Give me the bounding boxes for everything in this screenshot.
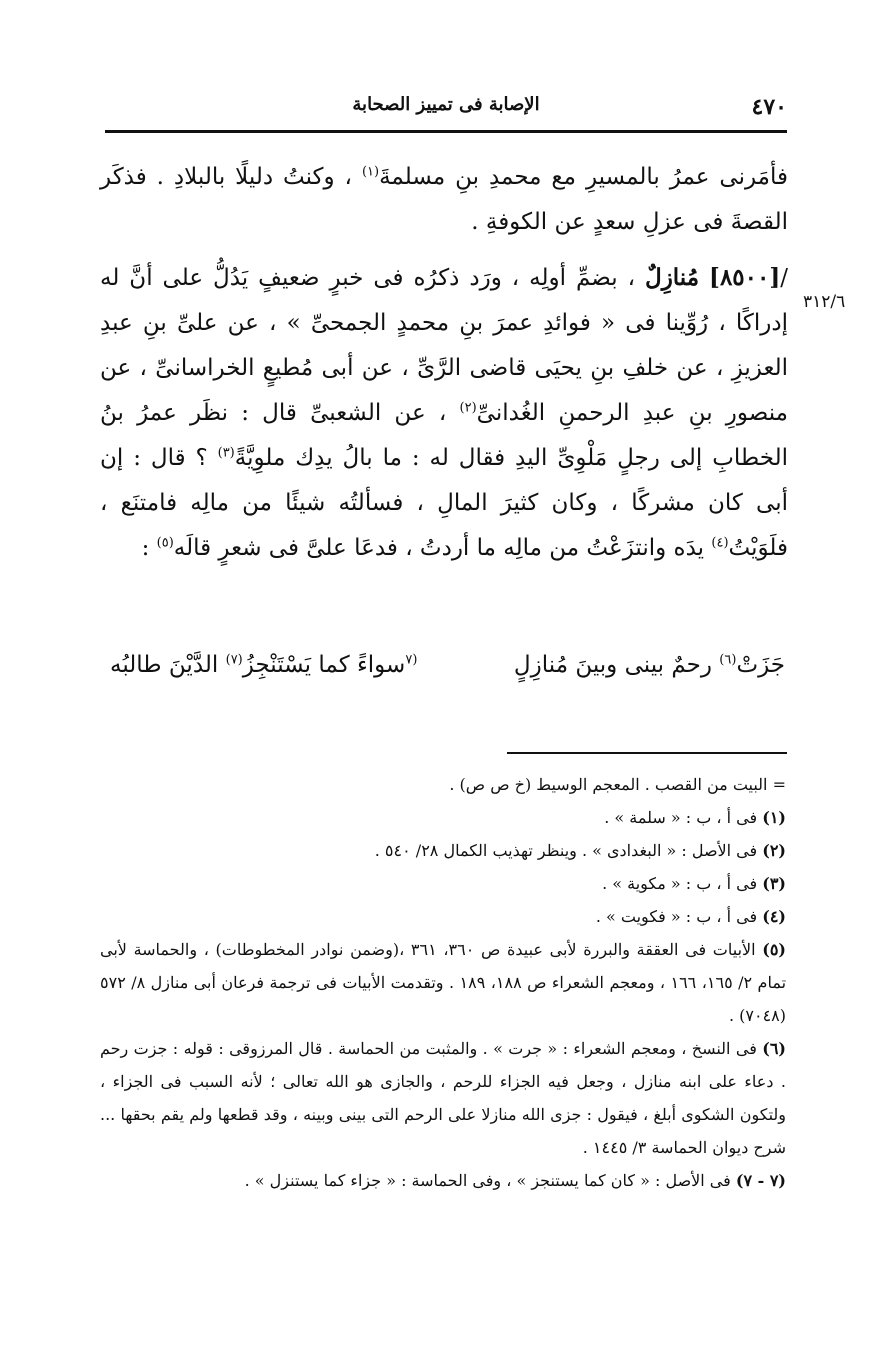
entry-text-b: ، عن الشعبىِّ قال : نظَر عمرُ بنُ الخطابِ إلى رجلٍ مَلْوِىِّ اليدِ فقال له : ما بالُ يدِك ملوِيَّةً	[100, 400, 788, 471]
footnote-2	[100, 834, 786, 867]
main-text	[100, 155, 788, 571]
margin-reference: ٣١٢/٦	[803, 292, 846, 312]
footnotes	[100, 768, 786, 1197]
verse-hemistich-1	[514, 652, 785, 678]
paragraph-1-text-cont: ، وكنتُ دليلًا بالبلادِ . فذكَر القصةَ فى عزلِ سعدٍ عن الكوفةِ .	[100, 164, 788, 235]
footnote-5	[100, 933, 786, 1032]
footnote-3	[100, 867, 786, 900]
page-header	[105, 92, 787, 124]
footnote-4-number: (٤)	[762, 907, 786, 926]
footnote-ref-1: (١)	[361, 164, 380, 180]
footnote-7-text: فى الأصل : « كان كما يستنجز » ، وفى الحماسة : « جزاء كما يستنزل » .	[244, 1171, 736, 1190]
entry-paragraph	[100, 255, 788, 571]
footnote-rule	[507, 752, 787, 754]
footnote-3-number: (٣)	[762, 874, 786, 893]
footnote-4-text: فى أ ، ب : « فكويت » .	[595, 907, 763, 926]
footnote-1-text: فى أ ، ب : « سلمة » .	[604, 808, 763, 827]
entry-text-c: ؟ قال : إن أبى كان مشركًا ، وكان كثيرَ المالِ ، فسألتُه شيئًا من مالِه فامتنَع ، فلَوَيْتُ	[100, 445, 788, 561]
verse-h1-rest: رحمٌ بينى وبينَ مُنازِلٍ	[513, 652, 720, 678]
entry-number: [٨٥٠٠]	[709, 264, 781, 291]
entry-slash: /	[780, 265, 788, 291]
footnote-5-text: الأبيات فى العققة والبررة لأبى عبيدة ص ٣٦٠، ٣٦١ ،(وضمن نوادر المخطوطات) ، والحماسة لأبى تمام ٢/ ١٦٥، ١٦٦ ، ومعجم الشعراء ص ١٨٨، ١٨٩ . وتقدمت الأبيات فى ترجمة فرعان أبى منازل ٨/ ٥٧٢ (٧٠٤٨) .	[100, 940, 787, 1025]
footnote-2-number: (٢)	[762, 841, 786, 860]
footnote-7	[100, 1164, 786, 1197]
footnote-ref-6: (٦)	[719, 652, 737, 668]
footnote-ref-7-open: (٧	[405, 652, 418, 668]
entry-text-a: ، بضمِّ أولِه ، ورَد ذكرُه فى خبرٍ ضعيفٍ يَدُلُّ على أنَّ له إدراكًا ، رُوِّينا فى « فوائدِ عمرَ بنِ محمدٍ الجمحىِّ » ، عن علىِّ بنِ عبدِ العزيزِ ، عن خلفِ بنِ يحيَى قاضى الرَّىِّ ، عن أبى مُطيعٍ الخراسانىِّ ، عن منصورِ بنِ عبدِ الرحمنِ الغُدانىِّ	[100, 265, 789, 426]
header-rule	[105, 130, 787, 133]
paragraph-1	[100, 155, 788, 245]
footnote-continuation: = البيت من القصب . المعجم الوسيط (خ ص ص) .	[449, 775, 786, 794]
entry-name: مُنازِلٌ	[644, 264, 700, 291]
verse-hemistich-2	[110, 652, 417, 678]
footnote-6-number: (٦)	[762, 1039, 786, 1058]
footnote-4	[100, 900, 786, 933]
footnote-ref-5: (٥)	[156, 535, 174, 551]
footnote-ref-3: (٣)	[217, 445, 235, 461]
verse-h1-word: جَزَتْ	[736, 652, 785, 678]
verse-h2-text: سواءً كما يَسْتَنْجِزُ	[242, 652, 406, 678]
footnote-2-text: فى الأصل : « البغدادى » . وينظر تهذيب الكمال ٢٨/ ٥٤٠ .	[374, 841, 763, 860]
running-title: الإصابة فى تمييز الصحابة	[352, 94, 540, 115]
verse-h2-rest: الدَّيْنَ طالبُه	[110, 652, 226, 678]
footnote-6	[100, 1032, 786, 1164]
footnote-ref-7-close: (٧)	[225, 652, 243, 668]
footnote-ref-2: (٢)	[459, 400, 477, 416]
entry-text-d: يدَه وانتزَعْتُ من مالِه ما أردتُ ، فدعَا علىَّ فى شعرٍ قالَه	[173, 535, 712, 561]
page-number: ٤٧٠	[751, 94, 787, 120]
footnote-7-number: (٧ - ٧)	[735, 1171, 786, 1190]
footnote-ref-4: (٤)	[711, 535, 729, 551]
paragraph-1-text: فأمَرنى عمرُ بالمسيرِ مع محمدِ بنِ مسلمةَ	[379, 164, 788, 190]
poetry-verse	[110, 652, 785, 692]
footnote-5-number: (٥)	[762, 940, 786, 959]
footnote-1	[100, 801, 786, 834]
footnote-6-text: فى النسخ ، ومعجم الشعراء : « جرت » . والمثبت من الحماسة . قال المرزوقى : قوله : جزت رحم . دعاء على ابنه منازل ، وجعل فيه الجزاء للرحم ، والجازى هو الله تعالى ؛ لأنه السبب فى الجزاء ، ولتكون الشكوى أبلغ ، فيقول : جزى الله منازلا على الرحم التى بينى وبينه ، وقد قطعها ولم يقم بحقها ... شرح ديوان الحماسة ٣/ ١٤٤٥ .	[100, 1039, 786, 1157]
footnote-3-text: فى أ ، ب : « مكوية » .	[602, 874, 763, 893]
footnote-1-number: (١)	[762, 808, 786, 827]
entry-text-e: :	[141, 535, 157, 561]
